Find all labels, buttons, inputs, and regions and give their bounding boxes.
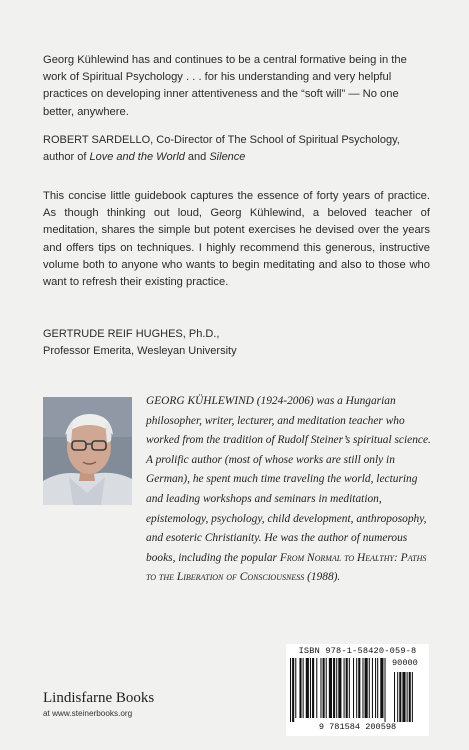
barcode-stripe <box>372 658 373 718</box>
barcode-stripe <box>362 658 363 718</box>
author-bio-tail: (1988). <box>304 571 341 584</box>
barcode-stripe <box>346 658 348 718</box>
publisher-name: Lindisfarne Books <box>43 690 155 706</box>
barcode-stripe <box>356 658 357 718</box>
barcode-stripe <box>377 658 378 718</box>
barcode-stripe <box>369 658 370 718</box>
barcode-addon-stripe <box>412 672 413 722</box>
barcode-stripe <box>344 658 345 718</box>
endorsement-attribution-1 <box>43 132 430 166</box>
barcode-stripe <box>306 658 309 718</box>
barcode-addon-stripe <box>409 672 411 722</box>
barcode-stripe <box>326 658 327 718</box>
barcode-stripe <box>375 658 376 718</box>
barcode-stripe <box>310 658 311 718</box>
barcode-addon-stripe <box>399 672 401 722</box>
barcode-stripe <box>299 658 301 718</box>
barcode-addon-stripe <box>397 672 398 722</box>
barcode-stripe <box>303 658 304 718</box>
barcode-stripe <box>290 658 291 722</box>
barcode-addon-stripe <box>402 672 405 722</box>
barcode-stripe <box>295 658 296 718</box>
endorsement-quote-2: This concise little guidebook captures the essence of forty years of practice. As though thinking out loud, Georg Kühlewind, a beloved teacher of meditation, shares the simple but potent exercises he devised over the years and offers tips on techniques. I highly recommend this generous, instructive volume both to anyone who wants to begin meditating and also to those who want to refresh their existing practice. <box>43 190 430 289</box>
endorsement-quote-1: Georg Kühlewind has and continues to be a central formative being in the work of Spiritual Psychology . . . for his understanding and very helpful practices on developing inner attentiveness and the “soft will” — No one better, anywhere. <box>43 54 407 118</box>
book-title: From Normal to Healthy: Paths to the Liberation of Consciousness <box>146 551 427 584</box>
isbn-label: ISBN 978-1-58420-059-8 <box>298 646 417 656</box>
author-bio <box>146 392 436 588</box>
barcode-stripe <box>316 658 317 718</box>
work-title-love-and-the-world: Love and the World <box>89 151 185 163</box>
attribution-1-prefix: ROBERT SARDELLO, Co-Director of The School of Spiritual Psychology, author of <box>43 134 400 163</box>
barcode-stripe <box>329 658 332 718</box>
work-title-silence: Silence <box>209 151 246 163</box>
author-photo <box>43 397 132 505</box>
publisher-website: at www.steinerbooks.org <box>43 709 133 718</box>
author-name: GEORG KÜHLEWIND (1924-2006) <box>146 395 314 407</box>
barcode-stripe <box>320 658 321 718</box>
barcode-stripe <box>385 658 386 722</box>
barcode-addon-stripe <box>407 672 408 722</box>
barcode-stripe <box>336 658 337 718</box>
barcode-stripe <box>353 658 354 718</box>
barcode-number: 9 781584 200598 <box>318 722 397 732</box>
barcode-stripe <box>312 658 314 718</box>
barcode-stripe <box>365 658 368 718</box>
barcode-stripe <box>380 658 383 718</box>
barcode-stripe <box>338 658 341 718</box>
barcode-stripe <box>333 658 335 718</box>
barcode-stripe <box>323 658 325 718</box>
barcode-stripe <box>358 658 360 718</box>
attribution-conjunction: and <box>184 151 210 163</box>
barcode-addon-stripe <box>394 672 395 722</box>
price-code: 90000 <box>392 658 418 668</box>
endorsement-attribution-2: GERTRUDE REIF HUGHES, Ph.D., Professor Emerita, Wesleyan University <box>43 328 237 357</box>
barcode-stripe <box>292 658 294 722</box>
isbn-barcode <box>286 644 429 736</box>
barcode-stripe <box>349 658 350 718</box>
author-bio-body: was a Hungarian philosopher, writer, lecturer, and meditation teacher who worked from the tradition of Rudolf Steiner’s spiritual science. A prolific author (most of whose works are still only in German), he spent much time traveling the world, lecturing and leading workshops and seminars in meditation, epistemology, psychology, child development, anthroposophy, and esoteric Christianity. He was the author of numerous books, including the popular <box>146 395 431 564</box>
